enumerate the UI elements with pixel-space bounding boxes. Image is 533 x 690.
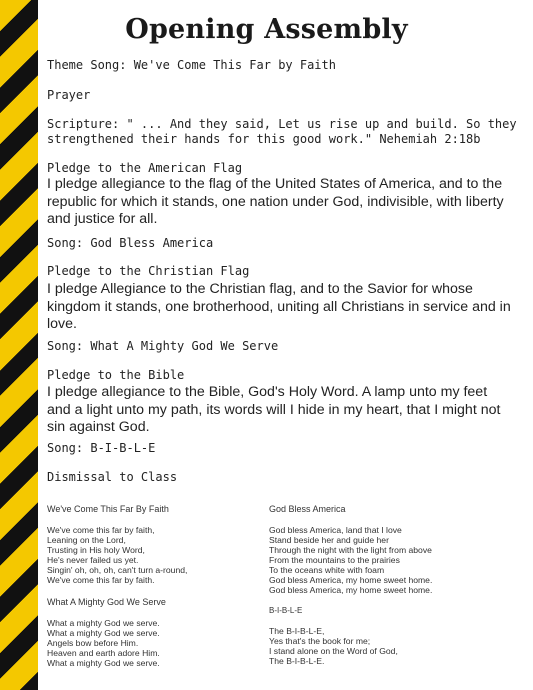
song-mighty-god: Song: What A Mighty God We Serve <box>47 339 279 353</box>
lyric-line: We've come this far by faith. <box>47 575 155 585</box>
scripture-line-2: strengthened their hands for this good work." Nehemiah 2:18b <box>47 132 481 146</box>
song-bible: Song: B-I-B-L-E <box>47 441 156 455</box>
american-flag-pledge: I pledge allegiance to the flag of the United States of America, and to the republic for which it stands, one nation under God, indivisible, with liberty and justice for all. <box>47 176 504 227</box>
lyric-title-bible: B-I-B-L-E <box>269 606 303 615</box>
bible-heading: Pledge to the Bible <box>47 368 185 382</box>
lyric-line: I stand alone on the Word of God, <box>269 646 398 656</box>
dismissal: Dismissal to Class <box>47 470 178 484</box>
lyric-line: Yes that's the book for me; <box>269 636 371 646</box>
lyric-line: Trusting in His holy Word, <box>47 545 145 555</box>
lyric-title-god-bless-america: God Bless America <box>269 504 346 514</box>
lyric-line: Leaning on the Lord, <box>47 535 126 545</box>
lyric-line: Angels bow before Him. <box>47 638 139 648</box>
lyric-line: Singin' oh, oh, oh, can't turn a-round, <box>47 565 188 575</box>
lyric-title-come-this-far: We've Come This Far By Faith <box>47 504 169 514</box>
page-title: Opening Assembly <box>125 14 408 45</box>
bible-pledge: I pledge allegiance to the Bible, God's Holy Word. A lamp unto my feet and a light unto my path, its words will I hide in my heart, that I might not sin against God. <box>47 384 501 435</box>
lyrics-right-column <box>269 504 519 666</box>
lyric-line: He's never failed us yet. <box>47 555 139 565</box>
lyric-line: Heaven and earth adore Him. <box>47 648 160 658</box>
song-god-bless-america: Song: God Bless America <box>47 236 214 250</box>
lyric-line: To the oceans white with foam <box>269 565 385 575</box>
lyric-title-mighty-god: What A Mighty God We Serve <box>47 597 166 607</box>
lyric-line: The B-I-B-L-E. <box>269 656 325 666</box>
lyric-line: What a mighty God we serve. <box>47 628 160 638</box>
lyric-line: Through the night with the light from above <box>269 545 432 555</box>
scripture <box>47 117 519 147</box>
lyric-line: God bless America, my home sweet home. <box>269 575 433 585</box>
christian-flag-heading: Pledge to the Christian Flag <box>47 264 250 278</box>
lyrics-left-column <box>47 504 262 668</box>
christian-flag-pledge: I pledge Allegiance to the Christian flag, and to the Savior for whose kingdom it stands, one brotherhood, uniting all Christians in service and in love. <box>47 281 511 332</box>
american-flag-heading: Pledge to the American Flag <box>47 161 243 175</box>
lyric-line: God bless America, land that I love <box>269 525 402 535</box>
lyric-line: From the mountains to the prairies <box>269 555 400 565</box>
lyric-line: The B-I-B-L-E, <box>269 626 325 636</box>
lyric-line: We've come this far by faith, <box>47 525 155 535</box>
theme-song: Theme Song: We've Come This Far by Faith <box>47 58 336 72</box>
lyric-line: What a mighty God we serve. <box>47 658 160 668</box>
lyric-line: Stand beside her and guide her <box>269 535 389 545</box>
prayer: Prayer <box>47 88 91 102</box>
lyric-line: God bless America, my home sweet home. <box>269 585 433 595</box>
hazard-stripe-border <box>0 0 38 690</box>
scripture-line-1: Scripture: " ... And they said, Let us rise up and build. So they <box>47 117 517 131</box>
lyric-line: What a mighty God we serve. <box>47 618 160 628</box>
